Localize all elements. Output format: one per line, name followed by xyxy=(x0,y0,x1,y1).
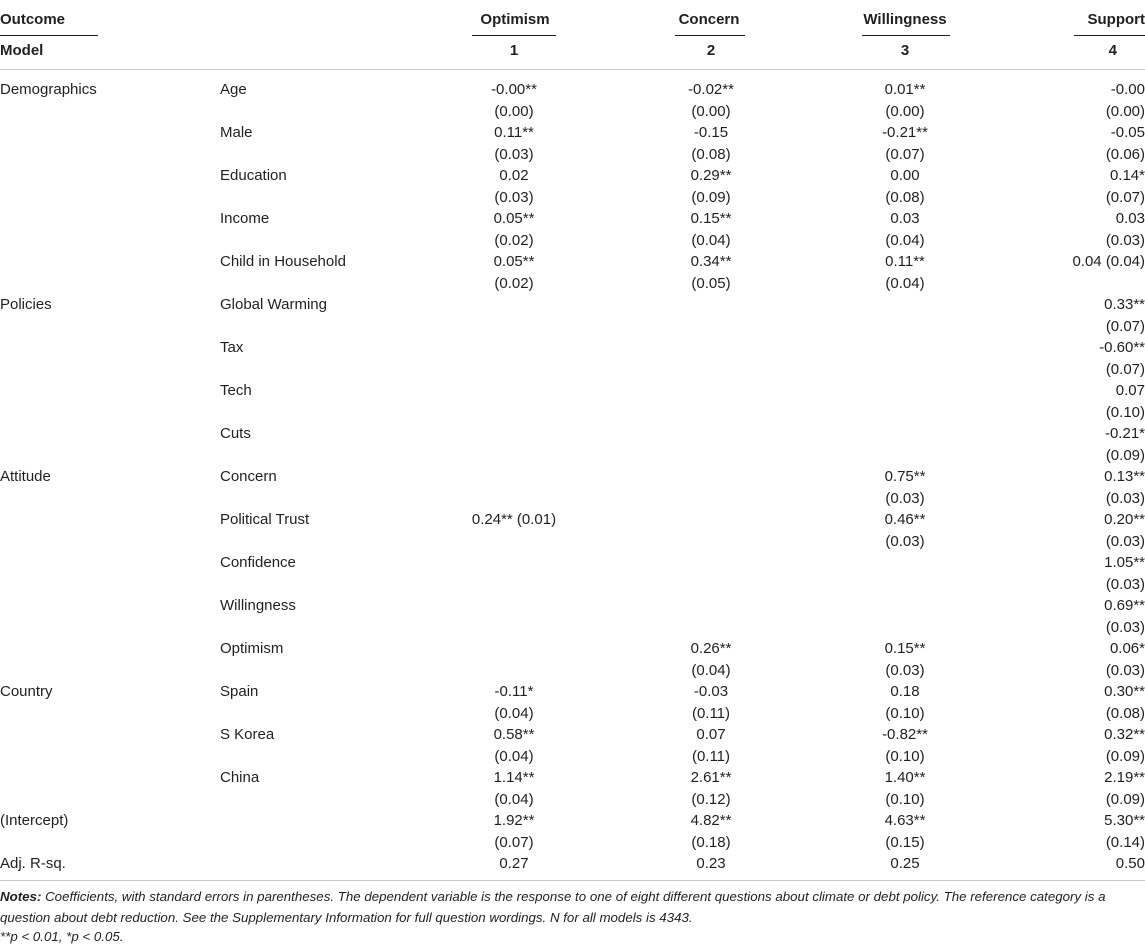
cell-model-4: (0.08) xyxy=(1105,704,1145,722)
cell-model-4: (0.09) xyxy=(1105,790,1145,808)
cell-model-4: (0.03) xyxy=(1105,532,1145,550)
table-row xyxy=(0,144,1145,166)
col-model-2: 2 xyxy=(706,42,716,59)
table-row xyxy=(0,294,1145,316)
table-row xyxy=(0,251,1145,273)
table-row xyxy=(0,638,1145,660)
cell-model-4: 0.33** xyxy=(1104,296,1145,313)
cell-model-4: 5.30** xyxy=(1104,812,1145,829)
table-row xyxy=(0,595,1145,617)
table-row xyxy=(0,617,1145,639)
header-rule xyxy=(0,69,1145,70)
cell-model-3: (0.10) xyxy=(885,747,925,765)
table-row xyxy=(0,165,1145,187)
cell-model-2: -0.15 xyxy=(693,124,729,141)
cell-model-4: 1.05** xyxy=(1104,554,1145,571)
row-variable-label: Confidence xyxy=(220,554,296,571)
cell-model-1: 0.02 xyxy=(499,167,529,184)
table-row xyxy=(0,230,1145,252)
cell-model-1: 0.58** xyxy=(493,726,535,743)
col-model-3: 3 xyxy=(900,42,910,59)
cell-model-3: (0.03) xyxy=(885,489,925,507)
cell-model-4: 0.30** xyxy=(1104,683,1145,700)
cell-model-3: 4.63** xyxy=(884,812,926,829)
cell-model-3: 0.18 xyxy=(890,683,920,700)
cell-model-2: 0.34** xyxy=(690,253,732,270)
table-row xyxy=(0,445,1145,467)
model-label: Model xyxy=(0,42,44,59)
table-row xyxy=(0,746,1145,768)
table-row xyxy=(0,466,1145,488)
notes-label: Notes: xyxy=(0,889,42,904)
cell-model-4: 0.07 xyxy=(1115,382,1145,399)
cell-model-2: 0.23 xyxy=(696,855,726,872)
cell-model-4: (0.06) xyxy=(1105,145,1145,163)
cell-model-1: (0.04) xyxy=(494,704,534,722)
cell-model-4: (0.03) xyxy=(1105,575,1145,593)
cell-model-4: 0.69** xyxy=(1104,597,1145,614)
cell-model-1: (0.02) xyxy=(494,231,534,249)
row-variable-label: Political Trust xyxy=(220,511,310,528)
col-outcome-2: Concern xyxy=(678,11,740,28)
cell-model-3: (0.03) xyxy=(885,661,925,679)
table-row xyxy=(0,703,1145,725)
table-row xyxy=(0,208,1145,230)
optimism-underline xyxy=(472,35,556,36)
row-variable-label: China xyxy=(220,769,260,786)
cell-model-3: (0.07) xyxy=(885,145,925,163)
cell-model-3: 0.25 xyxy=(890,855,920,872)
row-variable-label: Cuts xyxy=(220,425,251,442)
table-row xyxy=(0,316,1145,338)
cell-model-3: (0.10) xyxy=(885,704,925,722)
cell-model-4: -0.00 xyxy=(1110,81,1145,98)
row-group-label: Adj. R-sq. xyxy=(0,855,66,872)
cell-model-4: -0.60** xyxy=(1099,339,1145,356)
cell-model-4: (0.03) xyxy=(1105,661,1145,679)
outcome-underline xyxy=(0,35,98,36)
table-row xyxy=(0,767,1145,789)
row-variable-label: Education xyxy=(220,167,287,184)
bottom-rule xyxy=(0,880,1145,881)
cell-model-1: 1.92** xyxy=(493,812,535,829)
row-variable-label: Income xyxy=(220,210,270,227)
table-row xyxy=(0,187,1145,209)
table-row xyxy=(0,122,1145,144)
table-row xyxy=(0,101,1145,123)
cell-model-2: -0.02** xyxy=(688,81,734,98)
col-outcome-4: Support xyxy=(1087,11,1145,28)
cell-model-2: (0.04) xyxy=(691,231,731,249)
cell-model-1: 0.27 xyxy=(499,855,529,872)
cell-model-2: (0.11) xyxy=(691,704,731,722)
cell-model-1: (0.00) xyxy=(494,102,534,120)
cell-model-2: 0.29** xyxy=(690,167,732,184)
cell-model-4: 0.50 xyxy=(1115,855,1145,872)
cell-model-4: (0.03) xyxy=(1105,231,1145,249)
cell-model-2: (0.04) xyxy=(691,661,731,679)
col-outcome-3: Willingness xyxy=(863,11,947,28)
row-variable-label: Male xyxy=(220,124,253,141)
cell-model-4: (0.03) xyxy=(1105,618,1145,636)
cell-model-4: (0.07) xyxy=(1105,188,1145,206)
table-row xyxy=(0,337,1145,359)
table-row xyxy=(0,380,1145,402)
table-row xyxy=(0,789,1145,811)
significance-legend: **p < 0.01, *p < 0.05. xyxy=(0,929,124,944)
table-row xyxy=(0,574,1145,596)
cell-model-3: 0.00 xyxy=(890,167,920,184)
cell-model-1: (0.03) xyxy=(494,145,534,163)
row-group-label: Country xyxy=(0,683,53,700)
cell-model-2: -0.03 xyxy=(693,683,729,700)
row-variable-label: S Korea xyxy=(220,726,275,743)
table-row xyxy=(0,79,1145,101)
cell-model-1: (0.04) xyxy=(494,790,534,808)
cell-model-3: 0.11** xyxy=(885,253,925,270)
row-variable-label: Willingness xyxy=(220,597,296,614)
cell-model-1: -0.00** xyxy=(491,81,537,98)
table-row xyxy=(0,273,1145,295)
cell-model-3: (0.03) xyxy=(885,532,925,550)
row-variable-label: Tax xyxy=(220,339,244,356)
cell-model-4: 0.32** xyxy=(1104,726,1145,743)
cell-model-4: (0.09) xyxy=(1105,446,1145,464)
table-row xyxy=(0,509,1145,531)
cell-model-4: -0.21* xyxy=(1104,425,1145,442)
willingness-underline xyxy=(862,35,950,36)
cell-model-2: (0.09) xyxy=(691,188,731,206)
cell-model-2: 0.07 xyxy=(696,726,726,743)
col-model-1: 1 xyxy=(509,42,519,59)
cell-model-2: 4.82** xyxy=(690,812,732,829)
cell-model-3: -0.82** xyxy=(882,726,928,743)
table-row xyxy=(0,423,1145,445)
row-variable-label: Concern xyxy=(220,468,277,485)
cell-model-1: -0.11* xyxy=(494,683,534,700)
cell-model-2: (0.18) xyxy=(691,833,731,851)
cell-model-1: 0.24** (0.01) xyxy=(471,511,557,528)
row-group-label: Demographics xyxy=(0,81,97,98)
concern-underline xyxy=(675,35,745,36)
cell-model-2: (0.12) xyxy=(691,790,731,808)
row-variable-label: Tech xyxy=(220,382,252,399)
cell-model-4: 0.06* xyxy=(1109,640,1145,657)
notes-text: Coefficients, with standard errors in parentheses. The dependent variable is the response to one of eight different questions about climate or debt policy. The reference category is a question about debt reduction. See the Supplementary Information for full question wordings. N for all models is 4343. xyxy=(0,889,1106,925)
cell-model-2: 2.61** xyxy=(690,769,732,786)
cell-model-4: 2.19** xyxy=(1104,769,1145,786)
support-underline xyxy=(1074,35,1145,36)
cell-model-1: (0.07) xyxy=(494,833,534,851)
cell-model-4: -0.05 xyxy=(1110,124,1145,141)
cell-model-1: 0.05** xyxy=(493,210,535,227)
table-row xyxy=(0,832,1145,854)
row-variable-label: Optimism xyxy=(220,640,284,657)
cell-model-4: (0.03) xyxy=(1105,489,1145,507)
cell-model-3: (0.10) xyxy=(885,790,925,808)
cell-model-3: (0.15) xyxy=(885,833,925,851)
table-notes xyxy=(0,886,1145,928)
cell-model-1: 1.14** xyxy=(493,769,535,786)
cell-model-4: (0.07) xyxy=(1105,360,1145,378)
cell-model-3: -0.21** xyxy=(882,124,928,141)
cell-model-1: (0.04) xyxy=(494,747,534,765)
table-row xyxy=(0,552,1145,574)
table-row xyxy=(0,402,1145,424)
cell-model-3: 0.15** xyxy=(884,640,926,657)
table-row xyxy=(0,681,1145,703)
cell-model-3: (0.04) xyxy=(885,231,925,249)
table-row xyxy=(0,853,1145,875)
cell-model-4: 0.14* xyxy=(1109,167,1145,184)
cell-model-4: 0.20** xyxy=(1104,511,1145,528)
table-row xyxy=(0,724,1145,746)
row-group-label: Policies xyxy=(0,296,52,313)
table-row xyxy=(0,531,1145,553)
cell-model-1: (0.03) xyxy=(494,188,534,206)
row-variable-label: Global Warming xyxy=(220,296,327,313)
cell-model-2: (0.08) xyxy=(691,145,731,163)
row-variable-label: Spain xyxy=(220,683,259,700)
cell-model-3: (0.00) xyxy=(885,102,925,120)
table-row xyxy=(0,660,1145,682)
cell-model-2: (0.05) xyxy=(691,274,731,292)
cell-model-4: 0.13** xyxy=(1104,468,1145,485)
cell-model-3: 0.01** xyxy=(884,81,926,98)
cell-model-4: (0.00) xyxy=(1105,102,1145,120)
table-row xyxy=(0,488,1145,510)
row-group-label: (Intercept) xyxy=(0,812,69,829)
row-variable-label: Child in Household xyxy=(220,253,346,270)
outcome-label: Outcome xyxy=(0,11,66,28)
cell-model-3: 0.75** xyxy=(884,468,926,485)
table-row xyxy=(0,359,1145,381)
cell-model-4: 0.04 (0.04) xyxy=(1072,253,1145,270)
cell-model-2: 0.15** xyxy=(690,210,732,227)
cell-model-4: (0.07) xyxy=(1105,317,1145,335)
cell-model-2: 0.26** xyxy=(690,640,732,657)
cell-model-4: 0.03 xyxy=(1115,210,1145,227)
col-outcome-1: Optimism xyxy=(480,11,550,28)
cell-model-4: (0.10) xyxy=(1105,403,1145,421)
col-model-4: 4 xyxy=(1108,42,1117,59)
cell-model-4: (0.14) xyxy=(1105,833,1145,851)
cell-model-1: (0.02) xyxy=(494,274,534,292)
cell-model-3: (0.08) xyxy=(885,188,925,206)
cell-model-3: 1.40** xyxy=(884,769,926,786)
cell-model-2: (0.11) xyxy=(691,747,731,765)
cell-model-1: 0.11** xyxy=(494,124,534,141)
cell-model-4: (0.09) xyxy=(1105,747,1145,765)
cell-model-2: (0.00) xyxy=(691,102,731,120)
table-row xyxy=(0,810,1145,832)
cell-model-3: 0.46** xyxy=(884,511,926,528)
row-group-label: Attitude xyxy=(0,468,51,485)
row-variable-label: Age xyxy=(220,81,247,98)
cell-model-3: 0.03 xyxy=(890,210,920,227)
cell-model-1: 0.05** xyxy=(493,253,535,270)
cell-model-3: (0.04) xyxy=(885,274,925,292)
